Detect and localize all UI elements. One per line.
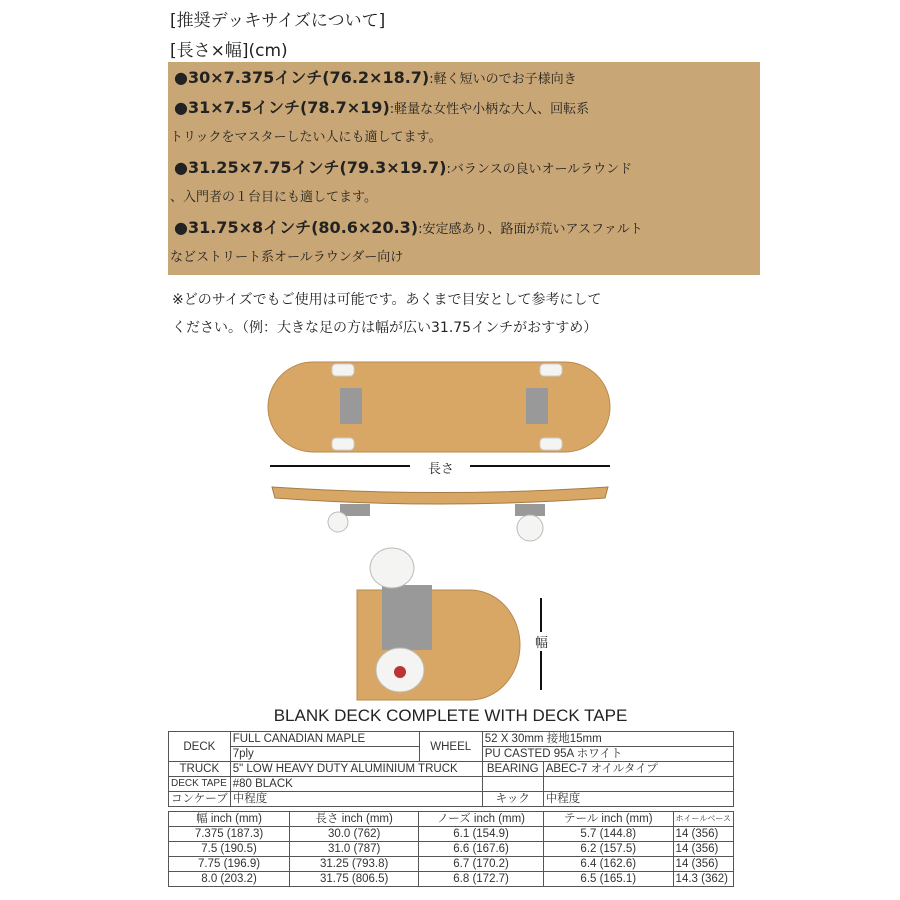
col-header: 幅 inch (mm) (169, 812, 290, 827)
deck-top-view (268, 362, 610, 452)
truck-label: TRUCK (169, 762, 231, 777)
kick-label: キック (482, 792, 543, 807)
subheading: [長さ×幅](cm) (170, 41, 288, 61)
concave-value: 中程度 (230, 792, 482, 807)
cell: 31.25 (793.8) (290, 857, 419, 872)
size-item-cont: トリックをマスターしたい人にも適してます。 (170, 130, 442, 145)
wheel-label: WHEEL (419, 732, 482, 762)
cell: 30.0 (762) (290, 827, 419, 842)
table-row (169, 842, 734, 857)
size-item: ●31.75×8インチ(80.6×20.3):安定感あり、路面が荒いアスファルト (174, 218, 643, 237)
deck-tape-value: #80 BLACK (230, 777, 482, 792)
table-row (169, 827, 734, 842)
cell: 6.1 (154.9) (419, 827, 544, 842)
cell: 7.375 (187.3) (169, 827, 290, 842)
concave-label: コンケーブ (169, 792, 231, 807)
cell: 31.0 (787) (290, 842, 419, 857)
cell: 6.4 (162.6) (543, 857, 673, 872)
col-header: 長さ inch (mm) (290, 812, 419, 827)
skateboard-photos (0, 350, 900, 710)
deck-ply: 7ply (230, 747, 419, 762)
size-recommendation-box (168, 62, 760, 275)
cell: 31.75 (806.5) (290, 872, 419, 887)
kick-value: 中程度 (543, 792, 733, 807)
deck-label: DECK (169, 732, 231, 762)
deck-value: FULL CANADIAN MAPLE (230, 732, 419, 747)
col-header: テール inch (mm) (543, 812, 673, 827)
size-item: ●30×7.375インチ(76.2×18.7):軽く短いのでお子様向き (174, 68, 577, 87)
size-item: ●31.25×7.75インチ(79.3×19.7):バランスの良いオールラウンド (174, 158, 633, 177)
cell: 7.75 (196.9) (169, 857, 290, 872)
deck-closeup (357, 548, 520, 700)
col-header: ノーズ inch (mm) (419, 812, 544, 827)
size-item: ●31×7.5インチ(78.7×19):軽量な女性や小柄な大人、回転系 (174, 98, 590, 117)
deck-tape-label: DECK TAPE (169, 777, 231, 792)
note-line-2: ください。（例：大きな足の方は幅が広い31.75インチがおすすめ） (172, 320, 598, 336)
table-row (169, 857, 734, 872)
size-item-cont: などストリート系オールラウンダー向け (170, 250, 404, 265)
size-item-cont: 、入門者の１台目にも適してます。 (170, 190, 377, 205)
heading: [推奨デッキサイズについて] (170, 11, 386, 31)
cell: 8.0 (203.2) (169, 872, 290, 887)
cell: 14 (356) (673, 827, 733, 842)
cell: 14.3 (362) (673, 872, 733, 887)
cell: 7.5 (190.5) (169, 842, 290, 857)
cell: 14 (356) (673, 857, 733, 872)
bearing-label: BEARING (482, 762, 543, 777)
deck-side-view (272, 487, 608, 541)
table-row (169, 872, 734, 887)
spec-table (168, 731, 734, 807)
wheel-material: PU CASTED 95A ホワイト (482, 747, 733, 762)
cell: 6.7 (170.2) (419, 857, 544, 872)
cell: 14 (356) (673, 842, 733, 857)
cell: 6.6 (167.6) (419, 842, 544, 857)
spec-title: BLANK DECK COMPLETE WITH DECK TAPE (273, 706, 628, 725)
bearing-value: ABEC-7 オイルタイプ (543, 762, 733, 777)
table-header-row (169, 812, 734, 827)
size-table (168, 811, 734, 887)
cell: 6.8 (172.7) (419, 872, 544, 887)
col-header: ホイールベース (673, 812, 733, 827)
truck-value: 5" LOW HEAVY DUTY ALUMINIUM TRUCK (230, 762, 482, 777)
width-label: 幅 (535, 632, 548, 651)
cell: 5.7 (144.8) (543, 827, 673, 842)
cell: 6.2 (157.5) (543, 842, 673, 857)
length-label: 長さ (428, 462, 455, 477)
wheel-value: 52 X 30mm 接地15mm (482, 732, 733, 747)
note-line-1: ※どのサイズでもご使用は可能です。あくまで目安として参考にして (172, 292, 602, 308)
cell: 6.5 (165.1) (543, 872, 673, 887)
